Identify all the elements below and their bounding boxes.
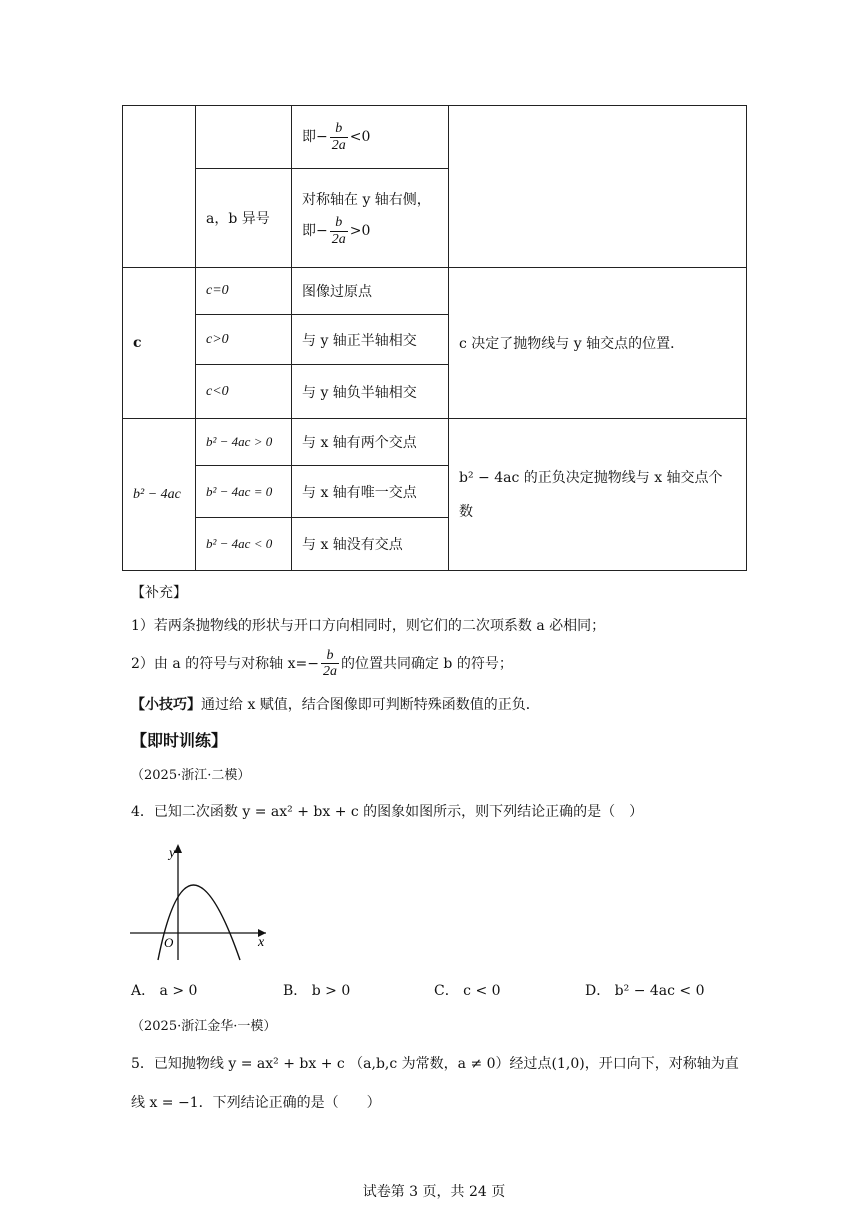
desc-tail: >0	[349, 223, 371, 239]
cell-c-label: c	[123, 268, 196, 419]
cell-d-desc-1: 与 x 轴有唯一交点	[292, 466, 449, 518]
option-b[interactable]: B． b > 0	[283, 983, 351, 999]
tip-label: 【小技巧】	[131, 697, 201, 713]
cell-d-cond-1: b² − 4ac = 0	[196, 466, 292, 518]
cell-c-desc-2: 与 y 轴负半轴相交	[292, 365, 449, 419]
fraction-b-2a	[321, 648, 339, 680]
frac-num: b	[330, 215, 348, 231]
origin-label: O	[164, 935, 174, 950]
option-a[interactable]: A． a > 0	[131, 983, 198, 999]
item2-post: 的位置共同确定 b 的符号；	[340, 655, 513, 672]
question-4-source: （2025·浙江·二模）	[131, 768, 251, 783]
option-d[interactable]: D． b² − 4ac < 0	[585, 983, 705, 999]
cell-empty-top	[123, 106, 196, 268]
question-5-source: （2025·浙江金华·一模）	[131, 1019, 277, 1034]
cell-c-cond-1: c>0	[196, 315, 292, 365]
cell-d-cond-2: b² − 4ac < 0	[196, 518, 292, 571]
coefficient-table	[122, 105, 747, 571]
question-5-line2: 线 x = −1．下列结论正确的是（ ）	[131, 1095, 381, 1111]
cell-b-cond-2: a，b 异号	[196, 169, 292, 268]
desc-prefix: 即	[302, 223, 316, 239]
frac-den: 2a	[331, 231, 346, 247]
tip-line	[131, 694, 540, 714]
parabola-graph	[128, 840, 278, 965]
cell-d-desc-2: 与 x 轴没有交点	[292, 518, 449, 571]
cell-c-cond-0: c=0	[196, 268, 292, 315]
option-c[interactable]: C． c < 0	[434, 983, 501, 999]
cell-b-desc-1: 即− $\frac{b}{2a}$ <0	[292, 106, 449, 169]
supplement-title: 【补充】	[131, 585, 187, 601]
cell-d-desc-0: 与 x 轴有两个交点	[292, 419, 449, 466]
fraction-b-2a	[330, 121, 348, 153]
question-5-line1: 5．已知抛物线 y = ax² + bx + c （a,b,c 为常数，a ≠ 0）经过点(1,0)，开口向下，对称轴为直	[131, 1056, 739, 1072]
cell-c-desc-1: 与 y 轴正半轴相交	[292, 315, 449, 365]
question-4-text: 4．已知二次函数 y = ax² + bx + c 的图象如图所示，则下列结论正确的是（ ）	[131, 804, 644, 820]
page-footer: 试卷第 3 页，共 24 页	[362, 1184, 506, 1200]
desc-line1: 对称轴在 y 轴右侧，	[302, 192, 431, 209]
cell-d-note: b² − 4ac 的正负决定抛物线与 x 轴交点个数	[449, 419, 747, 571]
item2-pre: 2）由 a 的符号与对称轴 x=−	[131, 655, 319, 672]
frac-den: 2a	[331, 137, 346, 153]
frac-num: b	[321, 648, 339, 664]
cell-c-desc-0: 图像过原点	[292, 268, 449, 315]
cell-c-cond-2: c<0	[196, 365, 292, 419]
fraction-b-2a	[330, 215, 348, 247]
cell-b-desc-2: 对称轴在 y 轴右侧， 即− $\frac{b}{2a}$ >0	[292, 169, 449, 268]
supplement-item-1: 1）若两条抛物线的形状与开口方向相同时，则它们的二次项系数 a 必相同；	[131, 618, 606, 634]
frac-num: b	[330, 121, 348, 137]
frac-den: 2a	[322, 664, 337, 680]
cell-c-note: c 决定了抛物线与 y 轴交点的位置．	[449, 268, 747, 419]
x-label: x	[258, 935, 265, 950]
supplement-item-2	[131, 648, 513, 680]
cell-b-note	[449, 106, 747, 268]
tip-text: 通过给 x 赋值，结合图像即可判断特殊函数值的正负．	[201, 697, 540, 713]
desc-prefix: 即	[302, 129, 316, 145]
cell-b-cond-1	[196, 106, 292, 169]
training-title: 【即时训练】	[131, 731, 228, 750]
cell-d-label: b² − 4ac	[123, 419, 196, 571]
cell-d-cond-0: b² − 4ac > 0	[196, 419, 292, 466]
desc-tail: <0	[349, 129, 371, 145]
y-label: y	[169, 846, 176, 861]
